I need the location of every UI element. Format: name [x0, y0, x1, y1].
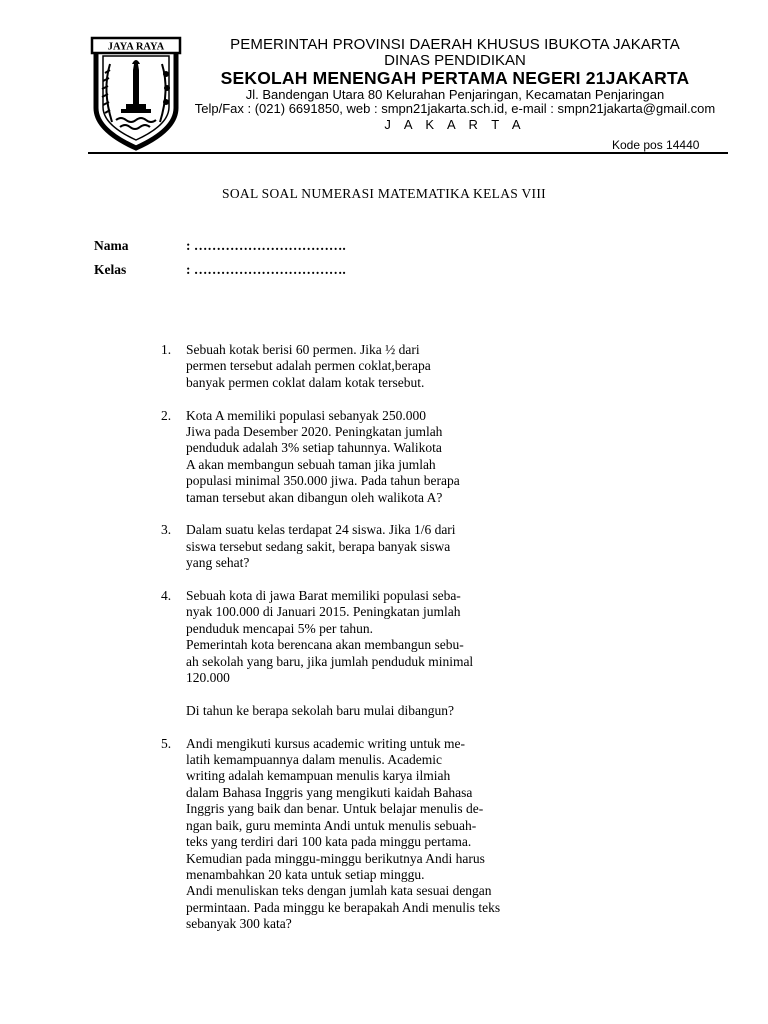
- jakarta-crest-icon: [88, 34, 184, 152]
- question-text-line: Inggris yang baik dan benar. Untuk belajar menulis de-: [186, 801, 484, 817]
- question-text-line: dalam Bahasa Inggris yang mengikuti kaidah Bahasa: [186, 784, 473, 800]
- letterhead-divider: [88, 152, 728, 154]
- letterhead-government: PEMERINTAH PROVINSI DAERAH KHUSUS IBUKOTA JAKARTA: [230, 36, 680, 53]
- question-text-line: permen tersebut adalah permen coklat,berapa: [186, 358, 431, 374]
- question-item: [157, 588, 577, 719]
- question-number: 5.: [161, 735, 172, 751]
- question-text-line: Andi mengikuti kursus academic writing untuk me-: [186, 735, 465, 751]
- letterhead-contact: Telp/Fax : (021) 6691850, web : smpn21jakarta.sch.id, e-mail : smpn21jakarta@gmail.com: [194, 101, 716, 116]
- question-text-line: Jiwa pada Desember 2020. Peningkatan jumlah: [186, 424, 443, 440]
- question-number: 1.: [161, 342, 172, 357]
- question-text-line: banyak permen coklat dalam kotak tersebut.: [186, 374, 425, 390]
- question-text-line: ah sekolah yang baru, jika jumlah penduduk minimal: [186, 653, 474, 669]
- question-text-line: latih kemampuannya dalam menulis. Academic: [186, 752, 443, 768]
- question-text-line: Pemerintah kota berencana akan membangun sebu-: [186, 637, 464, 653]
- letterhead-address: Jl. Bandengan Utara 80 Kelurahan Penjaringan, Kecamatan Penjaringan: [245, 87, 665, 102]
- question-text-line: A akan membangun sebuah taman jika jumlah: [186, 456, 436, 472]
- question-text-line: penduduk mencapai 5% per tahun.: [186, 620, 374, 636]
- question-text-line: 120.000: [186, 670, 230, 686]
- question-text-line: permintaan. Pada minggu ke berapakah Andi menulis teks: [186, 899, 501, 915]
- field-kelas: [94, 262, 346, 278]
- letterhead-school-name: SEKOLAH MENENGAH PERTAMA NEGERI 21JAKARTA: [220, 68, 690, 88]
- question-number: 2.: [161, 407, 172, 423]
- question-item: [157, 736, 577, 933]
- question-text-line: Kota A memiliki populasi sebanyak 250.000: [186, 407, 426, 423]
- letterhead-department: DINAS PENDIDIKAN: [384, 52, 526, 69]
- question-list: [157, 342, 577, 949]
- document-title: SOAL SOAL NUMERASI MATEMATIKA KELAS VIII: [222, 186, 546, 201]
- letterhead-city: J A K A R T A: [384, 117, 526, 132]
- question-spacer: [186, 686, 577, 702]
- question-text-line: Dalam suatu kelas terdapat 24 siswa. Jika 1/6 dari: [186, 522, 456, 538]
- question-text-line: nyak 100.000 di Januari 2015. Peningkatan jumlah: [186, 604, 461, 620]
- question-number: 4.: [161, 588, 172, 604]
- question-text-line: Andi menuliskan teks dengan jumlah kata sesuai dengan: [186, 883, 492, 899]
- jakarta-crest-logo: [88, 34, 184, 152]
- question-text-line: sebanyak 300 kata?: [186, 916, 292, 932]
- question-text-line: yang sehat?: [186, 555, 250, 571]
- question-number: 3.: [161, 522, 172, 538]
- question-text-line: teks yang terdiri dari 100 kata pada minggu pertama.: [186, 834, 472, 850]
- question-text-line: taman tersebut akan dibangun oleh walikota A?: [186, 489, 443, 505]
- postal-code: Kode pos 14440: [612, 138, 700, 152]
- question-text-line: Sebuah kotak berisi 60 permen. Jika ½ dari: [186, 342, 420, 357]
- question-text-line: penduduk adalah 3% setiap tahunnya. Walikota: [186, 440, 442, 456]
- question-text-line: ngan baik, guru meminta Andi untuk menulis sebuah-: [186, 817, 477, 833]
- question-text-line: Di tahun ke berapa sekolah baru mulai dibangun?: [186, 702, 455, 718]
- question-item: [157, 342, 577, 391]
- question-item: [157, 408, 577, 506]
- question-text-line: Sebuah kota di jawa Barat memiliki populasi seba-: [186, 588, 461, 604]
- field-label: Kelas: [94, 262, 127, 277]
- field-label: Nama: [94, 238, 129, 253]
- question-text-line: siswa tersebut sedang sakit, berapa banyak siswa: [186, 538, 451, 554]
- question-item: [157, 522, 577, 571]
- question-text-line: menambahkan 20 kata untuk setiap minggu.: [186, 866, 425, 882]
- question-text-line: Kemudian pada minggu-minggu berikutnya Andi harus: [186, 850, 485, 866]
- question-text-line: writing adalah kemampuan menulis karya ilmiah: [186, 768, 451, 784]
- question-text-line: populasi minimal 350.000 jiwa. Pada tahun berapa: [186, 473, 460, 489]
- field-blank: : …………………………….: [186, 238, 346, 253]
- field-blank: : …………………………….: [186, 262, 346, 277]
- field-nama: [94, 238, 346, 254]
- logo-banner-text: JAYA RAYA: [107, 41, 165, 53]
